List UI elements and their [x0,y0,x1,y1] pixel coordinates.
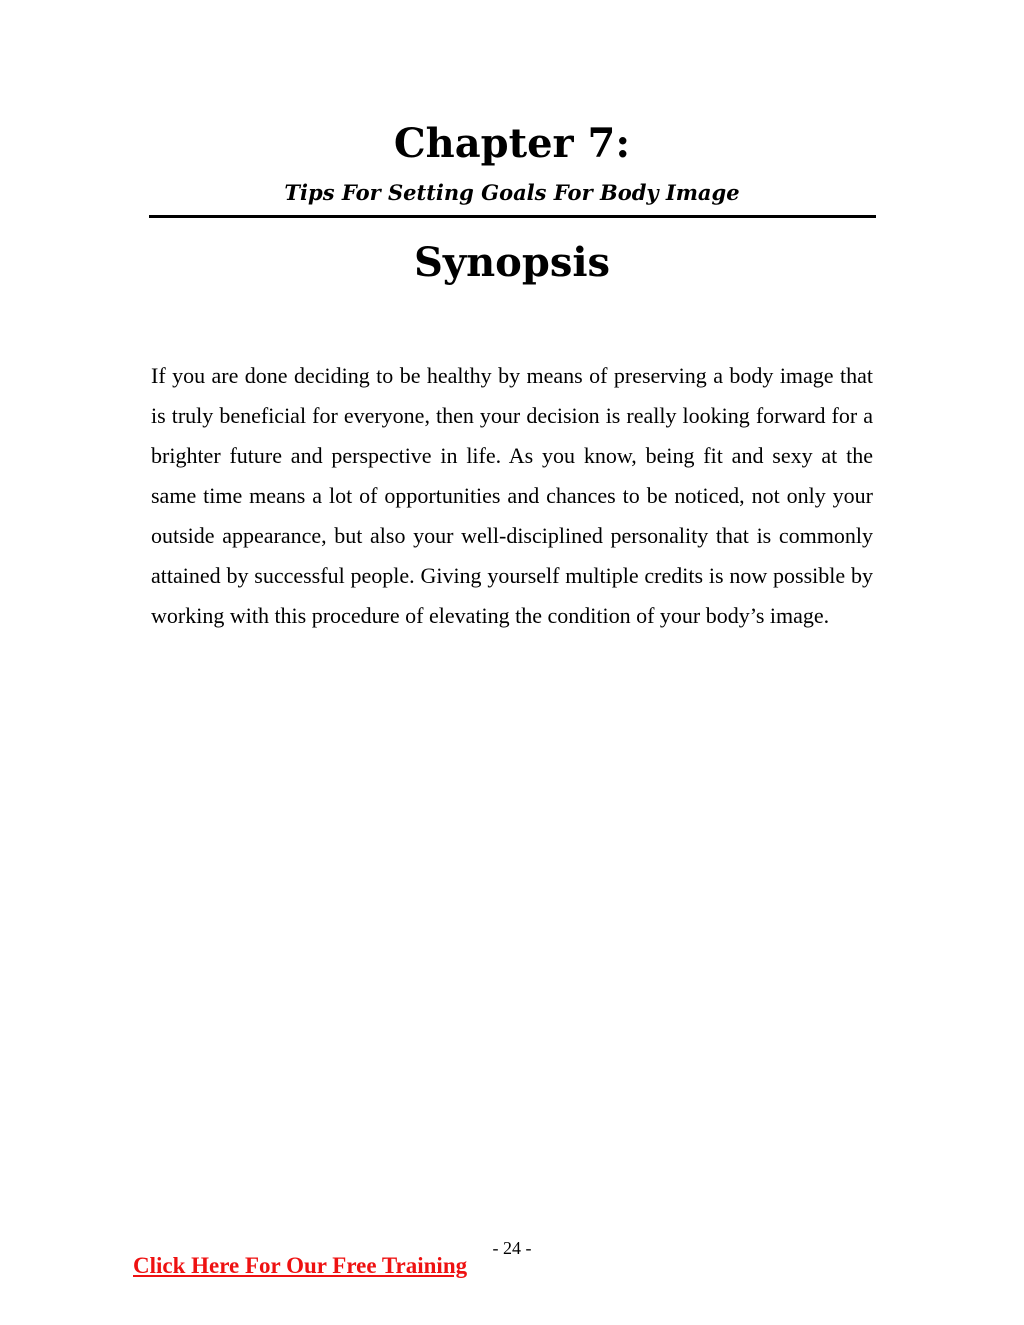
chapter-subtitle: Tips For Setting Goals For Body Image [284,180,740,205]
free-training-link[interactable]: Click Here For Our Free Training [133,1253,468,1278]
section-title: Synopsis [413,239,611,286]
body-paragraph: If you are done deciding to be healthy by means of preserving a body image that is truly beneficial for everyone, then your decision is really looking forward for a brighter future and perspective in life. As you know, being fit and sexy at the same time means a lot of opportunities and chances to be noticed, not only your outside appearance, but also your well-disciplined personality that is commonly attained by successful people. Giving yourself multiple credits is now possible by working with this procedure of elevating the condition of your body’s image. [151,363,873,628]
heading-divider [149,215,876,218]
page-number: - 24 - [492,1238,532,1258]
chapter-title: Chapter 7: [393,120,631,167]
